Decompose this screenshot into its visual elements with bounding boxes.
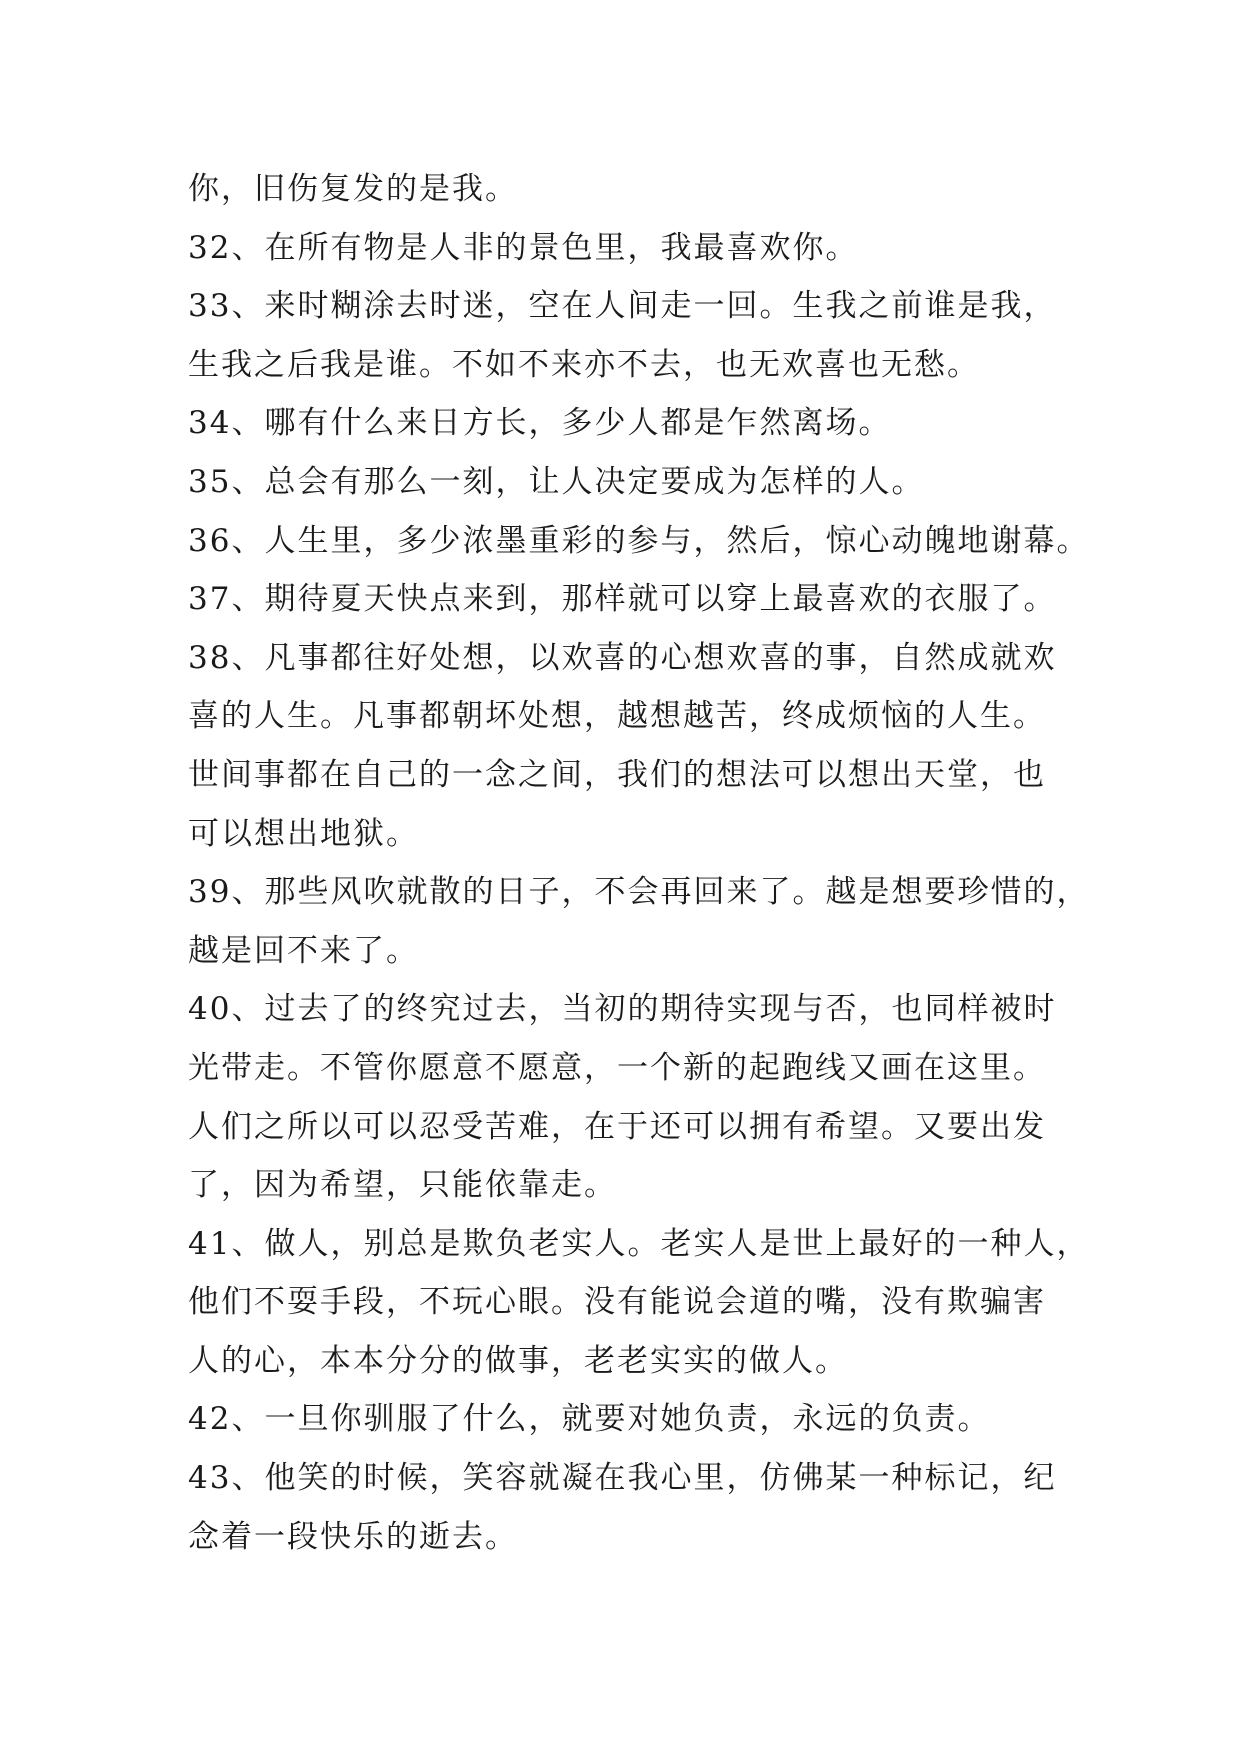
text-line: 人的心，本本分分的做事，老老实实的做人。 bbox=[188, 1342, 848, 1379]
text-line: 37、期待夏天快点来到，那样就可以穿上最喜欢的衣服了。 bbox=[188, 581, 1057, 618]
text-line: 了，因为希望，只能依靠走。 bbox=[188, 1167, 617, 1204]
text-line: 33、来时糊涂去时迷，空在人间走一回。生我之前谁是我， bbox=[188, 288, 1057, 325]
text-line: 你，旧伤复发的是我。 bbox=[188, 171, 518, 207]
text-line: 光带走。不管你愿意不愿意，一个新的起跑线又画在这里。 bbox=[188, 1049, 1046, 1086]
text-line: 35、总会有那么一刻，让人决定要成为怎样的人。 bbox=[188, 463, 925, 500]
text-line: 39、那些风吹就散的日子，不会再回来了。越是想要珍惜的， bbox=[188, 874, 1090, 911]
document-body bbox=[188, 160, 1088, 1566]
text-line: 43、他笑的时候，笑容就凝在我心里，仿佛某一种标记，纪 bbox=[188, 1460, 1057, 1497]
text-line: 可以想出地狱。 bbox=[188, 815, 419, 852]
text-line: 32、在所有物是人非的景色里，我最喜欢你。 bbox=[188, 229, 859, 266]
text-line: 34、哪有什么来日方长，多少人都是乍然离场。 bbox=[188, 405, 892, 442]
text-line: 越是回不来了。 bbox=[188, 932, 419, 969]
text-line: 38、凡事都往好处想，以欢喜的心想欢喜的事，自然成就欢 bbox=[188, 639, 1057, 676]
text-line: 喜的人生。凡事都朝坏处想，越想越苦，终成烦恼的人生。 bbox=[188, 698, 1046, 735]
text-line: 人们之所以可以忍受苦难，在于还可以拥有希望。又要出发 bbox=[188, 1108, 1046, 1145]
text-line: 世间事都在自己的一念之间，我们的想法可以想出天堂，也 bbox=[188, 756, 1046, 793]
text-line: 他们不耍手段，不玩心眼。没有能说会道的嘴，没有欺骗害 bbox=[188, 1284, 1046, 1321]
text-line: 41、做人，别总是欺负老实人。老实人是世上最好的一种人， bbox=[188, 1225, 1090, 1262]
text-line: 36、人生里，多少浓墨重彩的参与，然后，惊心动魄地谢幕。 bbox=[188, 522, 1090, 559]
text-line: 40、过去了的终究过去，当初的期待实现与否，也同样被时 bbox=[188, 991, 1057, 1028]
text-line: 42、一旦你驯服了什么，就要对她负责，永远的负责。 bbox=[188, 1401, 991, 1438]
text-line: 生我之后我是谁。不如不来亦不去，也无欢喜也无愁。 bbox=[188, 346, 980, 383]
text-line: 念着一段快乐的逝去。 bbox=[188, 1518, 518, 1555]
